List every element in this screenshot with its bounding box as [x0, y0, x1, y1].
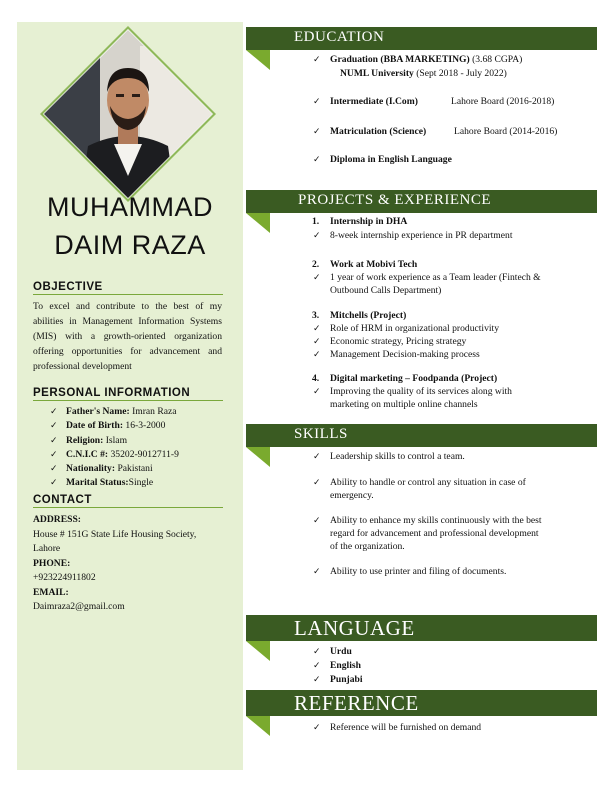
edu-matriculation: Matriculation (Science): [330, 126, 427, 137]
check-icon: ✓: [313, 386, 321, 396]
project-1-bullet-1: 8-week internship experience in PR department: [330, 230, 513, 241]
skill-3b: regard for advancement and professional development: [330, 528, 539, 539]
cnic-value: 35202-9012711-9: [108, 448, 179, 460]
project-3-bullet-2: Economic strategy, Pricing strategy: [330, 336, 467, 347]
project-1-number: 1.: [312, 216, 320, 227]
language-1: Urdu: [330, 646, 352, 657]
father-name-value: Imran Raza: [129, 406, 177, 417]
skill-2b: emergency.: [330, 490, 374, 501]
list-item: [50, 463, 179, 477]
objective-heading: OBJECTIVE: [33, 281, 223, 295]
marital-status-value: Single: [128, 477, 154, 489]
projects-title: PROJECTS & EXPERIENCE: [298, 192, 492, 208]
reference-header: [246, 690, 597, 716]
edu-graduation-cgpa: (3.68 CGPA): [469, 54, 523, 65]
check-icon: ✓: [313, 154, 321, 164]
language-corner: [246, 641, 270, 661]
edu-university-name: NUML University: [340, 68, 414, 79]
list-item: [50, 449, 179, 463]
name-last: DAIM RAZA: [54, 230, 206, 260]
reference-text: Reference will be furnished on demand: [330, 722, 482, 733]
personal-info-heading: PERSONAL INFORMATION: [33, 387, 223, 401]
skill-3a: Ability to enhance my skills continuously with the best: [330, 515, 542, 526]
check-icon: ✓: [313, 477, 321, 487]
email-label: EMAIL:: [33, 586, 69, 598]
check-icon: ✓: [50, 477, 58, 488]
phone-value: +923224911802: [33, 572, 96, 583]
edu-matriculation-board: Lahore Board (2014-2016): [454, 126, 558, 137]
name-first: MUHAMMAD: [47, 192, 213, 222]
marital-status-label: Marital Status:: [66, 477, 129, 489]
address-label: ADDRESS:: [33, 514, 81, 525]
project-2-number: 2.: [312, 259, 320, 270]
personal-info-list: [50, 406, 179, 492]
skill-2a: Ability to handle or control any situation in case of: [330, 477, 526, 488]
check-icon: ✓: [313, 230, 321, 240]
education-title: EDUCATION: [294, 29, 385, 45]
project-4-title: Digital marketing – Foodpanda (Project): [330, 373, 498, 384]
check-icon: ✓: [313, 54, 321, 64]
check-icon: ✓: [313, 272, 321, 282]
check-icon: ✓: [313, 451, 321, 461]
skill-1: Leadership skills to control a team.: [330, 451, 465, 462]
projects-header: [246, 190, 597, 213]
language-3: Punjabi: [330, 674, 363, 685]
cnic-label: C.N.I.C #:: [66, 448, 109, 460]
projects-corner: [246, 213, 270, 233]
check-icon: ✓: [313, 336, 321, 346]
project-3-title: Mitchells (Project): [330, 310, 407, 321]
address-line-1: House # 151G State Life Housing Society,: [33, 528, 197, 540]
edu-diploma: Diploma in English Language: [330, 154, 452, 165]
check-icon: ✓: [50, 448, 58, 459]
project-2-title: Work at Mobivi Tech: [330, 259, 418, 270]
dob-value: 16-3-2000: [123, 420, 166, 432]
check-icon: ✓: [50, 406, 58, 416]
list-item: [50, 420, 179, 434]
education-corner: [246, 50, 270, 70]
list-item: [50, 477, 179, 491]
profile-photo: [40, 26, 216, 202]
email-value: Daimraza2@gmail.com: [33, 601, 125, 612]
education-header: [246, 27, 597, 50]
skills-corner: [246, 447, 270, 467]
language-header: [246, 615, 597, 641]
check-icon: ✓: [313, 674, 321, 684]
project-3-bullet-1: Role of HRM in organizational productivity: [330, 323, 500, 334]
check-icon: ✓: [313, 126, 321, 136]
reference-corner: [246, 716, 270, 736]
contact-block: [33, 513, 233, 615]
reference-title: REFERENCE: [294, 691, 419, 715]
objective-text: To excel and contribute to the best of my abilities in Management Information Systems (MIS) with a growth-oriented organization offering opportunities for advancement and professional development: [33, 301, 222, 372]
edu-graduation: [330, 54, 522, 65]
project-1-title: Internship in DHA: [330, 216, 408, 227]
check-icon: ✓: [313, 323, 321, 333]
edu-university-dates: (Sept 2018 - July 2022): [413, 68, 507, 79]
check-icon: ✓: [313, 722, 321, 732]
skill-4: Ability to use printer and filing of documents.: [330, 566, 507, 577]
project-2-bullet-1b: Outbound Calls Department): [330, 285, 442, 296]
language-title: LANGUAGE: [294, 616, 415, 640]
list-item: [50, 406, 179, 420]
dob-label: Date of Birth:: [66, 420, 124, 432]
check-icon: ✓: [50, 434, 58, 445]
edu-graduation-title: Graduation (BBA MARKETING): [330, 54, 470, 65]
nationality-value: Pakistani: [115, 463, 153, 475]
check-icon: ✓: [313, 515, 321, 525]
edu-university: [340, 68, 507, 79]
father-name-label: Father's Name:: [66, 406, 130, 417]
project-3-number: 3.: [312, 310, 320, 321]
religion-value: Islam: [103, 434, 128, 446]
check-icon: ✓: [50, 463, 58, 474]
list-item: [50, 435, 179, 449]
project-3-bullet-3: Management Decision-making process: [330, 349, 480, 360]
check-icon: ✓: [313, 566, 321, 576]
address-line-2: Lahore: [33, 543, 61, 554]
project-4-bullet-1a: Improving the quality of its services along with: [330, 386, 512, 397]
nationality-label: Nationality:: [66, 463, 116, 475]
project-4-number: 4.: [312, 373, 320, 384]
edu-intermediate-board: Lahore Board (2016-2018): [451, 96, 555, 107]
skills-title: SKILLS: [294, 426, 348, 442]
check-icon: ✓: [313, 349, 321, 359]
check-icon: ✓: [50, 420, 58, 431]
skills-header: [246, 424, 597, 447]
check-icon: ✓: [313, 96, 321, 106]
project-2-bullet-1a: 1 year of work experience as a Team leader (Fintech &: [330, 272, 541, 283]
edu-intermediate: Intermediate (I.Com): [330, 96, 418, 107]
check-icon: ✓: [313, 646, 321, 656]
skill-3c: of the organization.: [330, 541, 405, 552]
check-icon: ✓: [313, 660, 321, 670]
language-2: English: [330, 660, 361, 671]
contact-heading: CONTACT: [33, 494, 223, 508]
religion-label: Religion:: [66, 434, 104, 446]
phone-label: PHONE:: [33, 557, 71, 569]
project-4-bullet-1b: marketing on multiple online channels: [330, 399, 478, 410]
